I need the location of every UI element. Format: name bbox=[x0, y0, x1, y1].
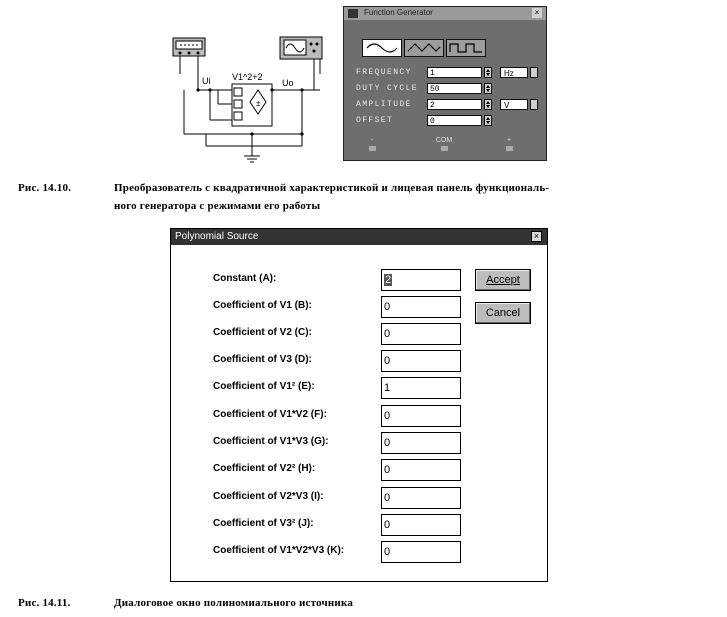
figure-14-10-number: Рис. 14.10. bbox=[18, 182, 72, 194]
coef-i-label: Coefficient of V2*V3 (I): bbox=[213, 491, 324, 502]
polynomial-source-titlebar bbox=[171, 229, 547, 245]
svg-text:±: ± bbox=[256, 99, 261, 108]
terminal-plus[interactable]: + bbox=[499, 137, 519, 151]
close-icon[interactable]: × bbox=[532, 8, 542, 18]
figure-14-11-caption bbox=[18, 597, 353, 609]
figure-14-10-text-line2: ного генератора с режимами его работы bbox=[114, 200, 321, 212]
coef-c-field[interactable]: 0 bbox=[381, 323, 461, 345]
system-menu-icon[interactable] bbox=[348, 9, 358, 18]
frequency-spinner[interactable] bbox=[484, 67, 492, 78]
circuit-schematic bbox=[170, 34, 340, 164]
coef-c-label: Coefficient of V2 (C): bbox=[213, 327, 312, 338]
coef-d-field[interactable]: 0 bbox=[381, 350, 461, 372]
figure-14-10-caption bbox=[18, 182, 549, 194]
offset-spinner[interactable] bbox=[484, 115, 492, 126]
terminal-minus[interactable]: - bbox=[362, 137, 382, 151]
coef-b-label: Coefficient of V1 (B): bbox=[213, 300, 312, 311]
coef-f-label: Coefficient of V1*V2 (F): bbox=[213, 409, 327, 420]
duty-cycle-label: DUTY CYCLE bbox=[356, 84, 419, 93]
polynomial-source-title: Polynomial Source bbox=[175, 231, 259, 242]
amplitude-unit-select[interactable]: V bbox=[500, 99, 528, 110]
constant-a-label: Constant (A): bbox=[213, 273, 277, 284]
frequency-field[interactable]: 1 bbox=[427, 67, 482, 78]
duty-cycle-field[interactable]: 50 bbox=[427, 83, 482, 94]
frequency-label: FREQUENCY bbox=[356, 68, 412, 77]
oscilloscope-instrument-icon bbox=[280, 37, 322, 59]
coef-f-field[interactable]: 0 bbox=[381, 405, 461, 427]
constant-a-field[interactable]: 2 bbox=[381, 269, 461, 291]
figure-14-11-text: Диалоговое окно полиномиального источника bbox=[114, 597, 354, 609]
function-generator-instrument-icon bbox=[173, 38, 205, 56]
accept-button[interactable]: Accept bbox=[475, 269, 531, 291]
polynomial-source-dialog bbox=[170, 228, 548, 582]
label-ui: Ui bbox=[202, 76, 211, 86]
coef-g-field[interactable]: 0 bbox=[381, 432, 461, 454]
coef-k-label: Coefficient of V1*V2*V3 (K): bbox=[213, 545, 345, 556]
coef-i-field[interactable]: 0 bbox=[381, 487, 461, 509]
coef-e-field[interactable]: 1 bbox=[381, 377, 461, 399]
coef-d-label: Coefficient of V3 (D): bbox=[213, 354, 312, 365]
amplitude-field[interactable]: 2 bbox=[427, 99, 482, 110]
coef-g-label: Coefficient of V1*V3 (G): bbox=[213, 436, 329, 447]
coef-e-label: Coefficient of V1² (E): bbox=[213, 381, 315, 392]
coef-h-field[interactable]: 0 bbox=[381, 459, 461, 481]
function-generator-title: Function Generator bbox=[364, 8, 433, 17]
amplitude-label: AMPLITUDE bbox=[356, 100, 412, 109]
duty-cycle-spinner[interactable] bbox=[484, 83, 492, 94]
function-generator-titlebar bbox=[344, 7, 546, 20]
waveform-square-button[interactable] bbox=[446, 39, 486, 57]
cancel-button[interactable]: Cancel bbox=[475, 302, 531, 324]
sine-wave-icon bbox=[363, 40, 401, 56]
amplitude-spinner[interactable] bbox=[484, 99, 492, 110]
figure-14-10-text-line1: Преобразователь с квадратичной характеристикой и лицевая панель функциональ- bbox=[114, 182, 550, 194]
figure-14-10-caption-cont bbox=[114, 200, 320, 212]
coef-j-label: Coefficient of V3² (J): bbox=[213, 518, 314, 529]
frequency-unit-select[interactable]: Hz bbox=[500, 67, 528, 78]
triangle-wave-icon bbox=[405, 40, 443, 56]
offset-label: OFFSET bbox=[356, 116, 394, 125]
figure-14-11-number: Рис. 14.11. bbox=[18, 597, 71, 609]
polynomial-source-block bbox=[232, 84, 272, 126]
coef-k-field[interactable]: 0 bbox=[381, 541, 461, 563]
waveform-triangle-button[interactable] bbox=[404, 39, 444, 57]
waveform-sine-button[interactable] bbox=[362, 39, 402, 57]
offset-field[interactable]: 0 bbox=[427, 115, 482, 126]
coef-j-field[interactable]: 0 bbox=[381, 514, 461, 536]
label-uo: Uo bbox=[282, 78, 294, 88]
coef-b-field[interactable]: 0 bbox=[381, 296, 461, 318]
coef-h-label: Coefficient of V2² (H): bbox=[213, 463, 316, 474]
close-icon[interactable]: × bbox=[531, 231, 542, 242]
label-source: V1^2+2 bbox=[232, 72, 263, 82]
amplitude-unit-spinner[interactable] bbox=[530, 99, 538, 110]
square-wave-icon bbox=[447, 40, 485, 56]
frequency-unit-spinner[interactable] bbox=[530, 67, 538, 78]
function-generator-window bbox=[343, 6, 547, 161]
terminal-com[interactable]: COM bbox=[434, 137, 454, 151]
